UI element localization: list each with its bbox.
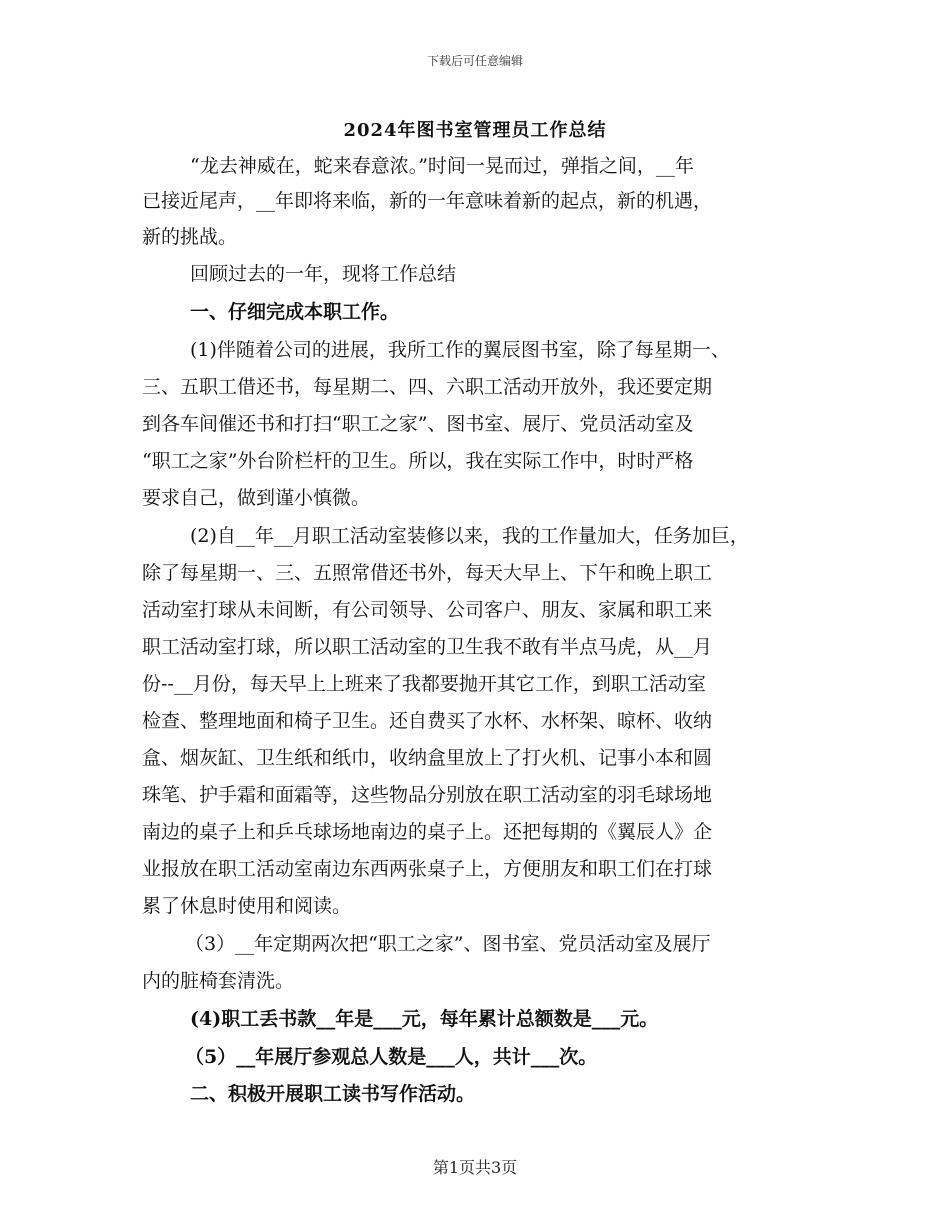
body-line: 业报放在职工活动室南边东西两张桌子上，方便朋友和职工们在打球 <box>142 858 713 880</box>
body-line: 除了每星期一、三、五照常借还书外，每天大早上、下午和晚上职工 <box>142 562 713 584</box>
body-line: 累了休息时使用和阅读。 <box>142 895 352 917</box>
document-title: 2024年图书室管理员工作总结 <box>343 120 607 141</box>
body-line: 内的脏椅套清洗。 <box>142 970 295 992</box>
page-number: 第1页共3页 <box>432 1158 518 1177</box>
body-line: “职工之家”外台阶栏杆的卫生。所以，我在实际工作中，时时严格 <box>142 450 694 472</box>
body-line: 新的挑战。 <box>142 226 238 248</box>
body-line: 盒、烟灰缸、卫生纸和纸巾，收纳盒里放上了打火机、记事小本和圆 <box>142 747 713 769</box>
body-line: 要求自己，做到谨小慎微。 <box>142 487 371 509</box>
body-line: 南边的桌子上和乒乓球场地南边的桌子上。还把每期的《翼辰人》企 <box>142 821 713 843</box>
page-header-note: 下载后可任意编辑 <box>426 54 523 68</box>
body-line: 活动室打球从未间断，有公司领导、公司客户、朋友、家属和职工来 <box>142 599 713 621</box>
body-line-bold: （5）__年展厅参观总人数是___人，共计___次。 <box>185 1046 598 1068</box>
body-line: 已接近尾声，__年即将来临，新的一年意味着新的起点，新的机遇， <box>142 190 713 212</box>
body-line: 检查、整理地面和椅子卫生。还自费买了水杯、水杯架、晾杯、收纳 <box>142 710 713 732</box>
body-line: (1)伴随着公司的进展，我所工作的翼辰图书室，除了每星期一、 <box>190 339 730 361</box>
section-heading: 二、积极开展职工读书写作活动。 <box>190 1083 476 1105</box>
body-line: 到各车间催还书和打扫“职工之家”、图书室、展厅、党员活动室及 <box>142 413 694 435</box>
body-line: (2)自__年__月职工活动室装修以来，我的工作量加大，任务加巨， <box>190 525 749 547</box>
body-line-bold: (4)职工丢书款__年是___元，每年累计总额数是___元。 <box>190 1008 659 1030</box>
body-line: （3）__年定期两次把“职工之家”、图书室、党员活动室及展厅 <box>185 933 711 955</box>
body-line: “龙去神威在，蛇来春意浓。”时间一晃而过，弹指之间，__年 <box>190 155 694 177</box>
section-heading: 一、仔细完成本职工作。 <box>190 301 400 323</box>
body-line: 珠笔、护手霜和面霜等，这些物品分别放在职工活动室的羽毛球场地 <box>142 784 713 806</box>
body-line: 三、五职工借还书，每星期二、四、六职工活动开放外，我还要定期 <box>142 376 713 398</box>
body-line: 回顾过去的一年，现将工作总结 <box>190 263 457 285</box>
body-line: 职工活动室打球，所以职工活动室的卫生我不敢有半点马虎，从__月 <box>142 636 713 658</box>
body-line: 份--__月份，每天早上上班来了我都要抛开其它工作，到职工活动室 <box>142 673 706 695</box>
